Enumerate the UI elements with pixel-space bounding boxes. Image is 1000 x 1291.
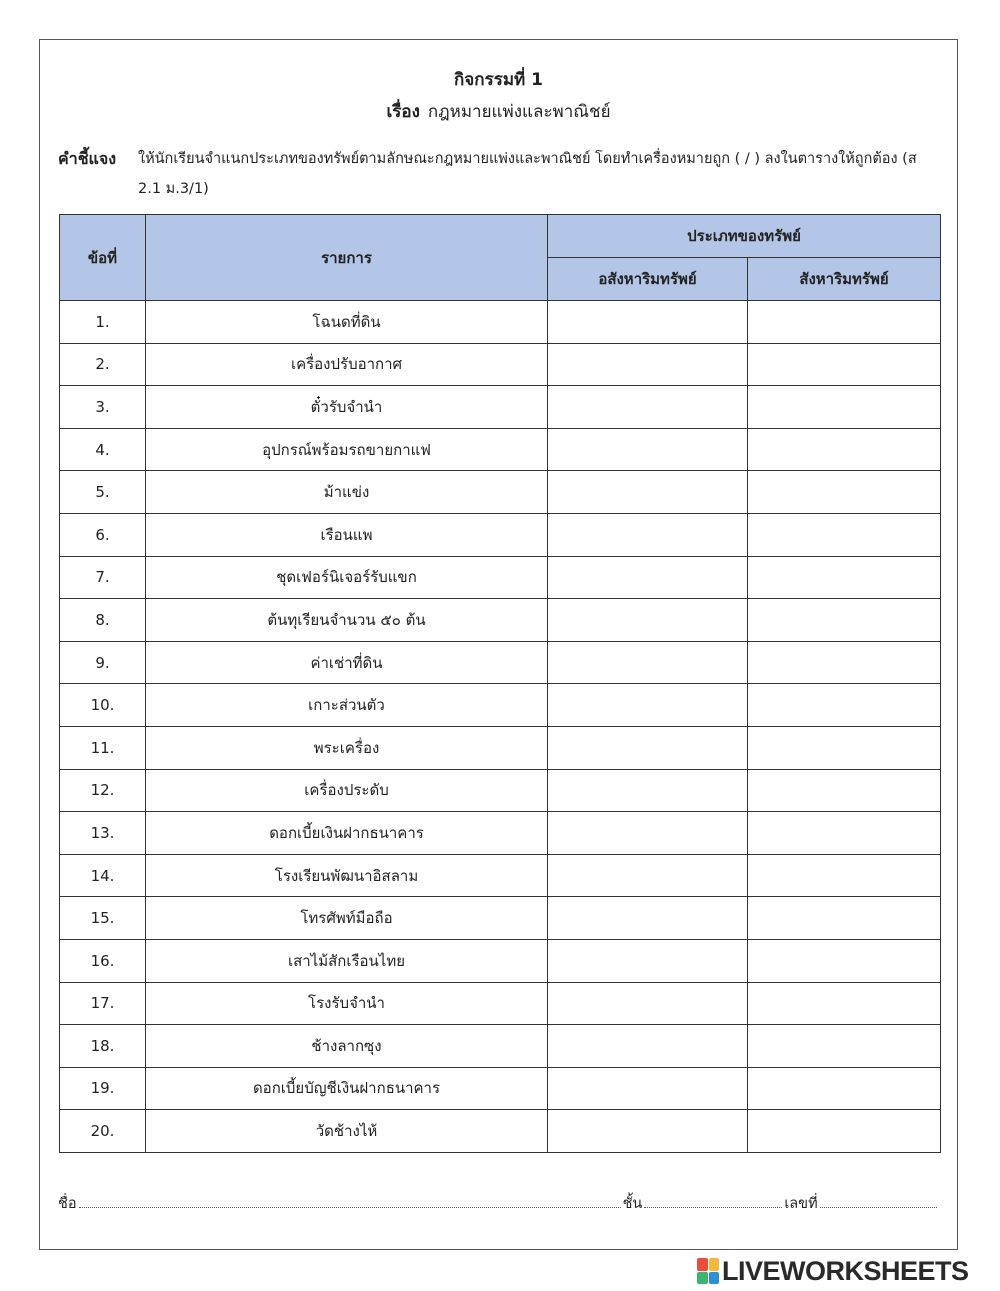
row-item: ชุดเฟอร์นิเจอร์รับแขก: [146, 556, 548, 599]
instructions: [58, 144, 941, 204]
row-number: 16.: [60, 939, 146, 982]
instructions-text: ให้นักเรียนจำแนกประเภทของทรัพย์ตามลักษณะกฎหมายแพ่งและพาณิชย์ โดยทำเครื่องหมายถูก ( / ) ลงในตารางให้ถูกต้อง (ส 2.1 ม.3/1): [138, 151, 917, 197]
name-field[interactable]: [79, 1195, 621, 1208]
immovable-check-cell[interactable]: [548, 684, 748, 727]
table-row: [60, 513, 941, 556]
row-item: เครื่องประดับ: [146, 769, 548, 812]
row-number: 18.: [60, 1025, 146, 1068]
table-row: [60, 301, 941, 344]
immovable-check-cell[interactable]: [548, 343, 748, 386]
row-number: 3.: [60, 386, 146, 429]
table-row: [60, 343, 941, 386]
row-number: 4.: [60, 428, 146, 471]
immovable-check-cell[interactable]: [548, 1067, 748, 1110]
row-item: ค่าเช่าที่ดิน: [146, 641, 548, 684]
table-row: [60, 684, 941, 727]
movable-check-cell[interactable]: [748, 343, 941, 386]
student-info-footer: [58, 1192, 939, 1215]
row-item: วัดช้างไห้: [146, 1110, 548, 1153]
immovable-check-cell[interactable]: [548, 812, 748, 855]
table-row: [60, 769, 941, 812]
header-immovable: อสังหาริมทรัพย์: [548, 258, 748, 301]
row-item: ตั๋วรับจำนำ: [146, 386, 548, 429]
table-row: [60, 1110, 941, 1153]
immovable-check-cell[interactable]: [548, 982, 748, 1025]
row-number: 6.: [60, 513, 146, 556]
table-row: [60, 556, 941, 599]
instructions-label: คำชี้แจง: [58, 149, 117, 168]
row-number: 10.: [60, 684, 146, 727]
header-movable: สังหาริมทรัพย์: [748, 258, 941, 301]
row-item: ต้นทุเรียนจำนวน ๕๐ ต้น: [146, 599, 548, 642]
row-item: เครื่องปรับอากาศ: [146, 343, 548, 386]
activity-title: กิจกรรมที่ 1: [454, 70, 543, 90]
property-classification-table: [59, 214, 941, 1153]
logo-square: [709, 1272, 720, 1285]
activity-subtitle: [40, 98, 957, 125]
immovable-check-cell[interactable]: [548, 1110, 748, 1153]
movable-check-cell[interactable]: [748, 599, 941, 642]
row-item: โทรศัพท์มือถือ: [146, 897, 548, 940]
immovable-check-cell[interactable]: [548, 641, 748, 684]
movable-check-cell[interactable]: [748, 301, 941, 344]
row-number: 13.: [60, 812, 146, 855]
row-number: 7.: [60, 556, 146, 599]
liveworksheets-logo-icon: [697, 1258, 719, 1284]
immovable-check-cell[interactable]: [548, 556, 748, 599]
row-item: โรงรับจำนำ: [146, 982, 548, 1025]
table-row: [60, 1025, 941, 1068]
row-item: ม้าแข่ง: [146, 471, 548, 514]
movable-check-cell[interactable]: [748, 1110, 941, 1153]
number-field[interactable]: [820, 1195, 937, 1208]
table-row: [60, 641, 941, 684]
movable-check-cell[interactable]: [748, 769, 941, 812]
table-row: [60, 939, 941, 982]
subtitle-label: เรื่อง: [386, 102, 420, 122]
table-row: [60, 982, 941, 1025]
number-label: เลขที่: [784, 1196, 818, 1212]
table-row: [60, 428, 941, 471]
row-item: ดอกเบี้ยเงินฝากธนาคาร: [146, 812, 548, 855]
movable-check-cell[interactable]: [748, 854, 941, 897]
subtitle-text: กฎหมายแพ่งและพาณิชย์: [427, 102, 611, 122]
movable-check-cell[interactable]: [748, 1067, 941, 1110]
logo-square: [697, 1272, 708, 1285]
row-item: เกาะส่วนตัว: [146, 684, 548, 727]
row-item: ดอกเบี้ยบัญชีเงินฝากธนาคาร: [146, 1067, 548, 1110]
movable-check-cell[interactable]: [748, 1025, 941, 1068]
worksheet-page: [39, 39, 958, 1250]
immovable-check-cell[interactable]: [548, 1025, 748, 1068]
header-property-type: ประเภทของทรัพย์: [548, 215, 941, 258]
immovable-check-cell[interactable]: [548, 301, 748, 344]
movable-check-cell[interactable]: [748, 513, 941, 556]
table-row: [60, 726, 941, 769]
row-item: โฉนดที่ดิน: [146, 301, 548, 344]
immovable-check-cell[interactable]: [548, 769, 748, 812]
movable-check-cell[interactable]: [748, 726, 941, 769]
header-number: ข้อที่: [60, 215, 146, 301]
movable-check-cell[interactable]: [748, 428, 941, 471]
name-label: ชื่อ: [58, 1196, 77, 1212]
table-row: [60, 854, 941, 897]
immovable-check-cell[interactable]: [548, 726, 748, 769]
row-number: 2.: [60, 343, 146, 386]
movable-check-cell[interactable]: [748, 897, 941, 940]
movable-check-cell[interactable]: [748, 641, 941, 684]
movable-check-cell[interactable]: [748, 982, 941, 1025]
table-row: [60, 599, 941, 642]
immovable-check-cell[interactable]: [548, 428, 748, 471]
row-number: 8.: [60, 599, 146, 642]
table-row: [60, 1067, 941, 1110]
movable-check-cell[interactable]: [748, 684, 941, 727]
immovable-check-cell[interactable]: [548, 386, 748, 429]
immovable-check-cell[interactable]: [548, 897, 748, 940]
movable-check-cell[interactable]: [748, 812, 941, 855]
row-item: เสาไม้สักเรือนไทย: [146, 939, 548, 982]
row-number: 20.: [60, 1110, 146, 1153]
row-number: 15.: [60, 897, 146, 940]
header-item: รายการ: [146, 215, 548, 301]
row-number: 9.: [60, 641, 146, 684]
movable-check-cell[interactable]: [748, 556, 941, 599]
logo-square: [697, 1258, 708, 1271]
table-row: [60, 812, 941, 855]
row-number: 12.: [60, 769, 146, 812]
class-field[interactable]: [644, 1195, 782, 1208]
logo-square: [709, 1258, 720, 1271]
row-number: 14.: [60, 854, 146, 897]
row-item: โรงเรียนพัฒนาอิสลาม: [146, 854, 548, 897]
liveworksheets-brand: [697, 1256, 969, 1286]
immovable-check-cell[interactable]: [548, 939, 748, 982]
movable-check-cell[interactable]: [748, 386, 941, 429]
row-number: 1.: [60, 301, 146, 344]
immovable-check-cell[interactable]: [548, 513, 748, 556]
immovable-check-cell[interactable]: [548, 599, 748, 642]
class-label: ชั้น: [622, 1196, 643, 1212]
immovable-check-cell[interactable]: [548, 471, 748, 514]
table-row: [60, 897, 941, 940]
table-body: [60, 301, 941, 1153]
row-number: 11.: [60, 726, 146, 769]
table-row: [60, 471, 941, 514]
brand-name: LIVEWORKSHEETS: [722, 1255, 969, 1286]
row-item: ช้างลากซุง: [146, 1025, 548, 1068]
row-item: อุปกรณ์พร้อมรถขายกาแฟ: [146, 428, 548, 471]
immovable-check-cell[interactable]: [548, 854, 748, 897]
row-item: เรือนแพ: [146, 513, 548, 556]
movable-check-cell[interactable]: [748, 471, 941, 514]
row-item: พระเครื่อง: [146, 726, 548, 769]
movable-check-cell[interactable]: [748, 939, 941, 982]
table-row: [60, 386, 941, 429]
row-number: 19.: [60, 1067, 146, 1110]
row-number: 17.: [60, 982, 146, 1025]
row-number: 5.: [60, 471, 146, 514]
